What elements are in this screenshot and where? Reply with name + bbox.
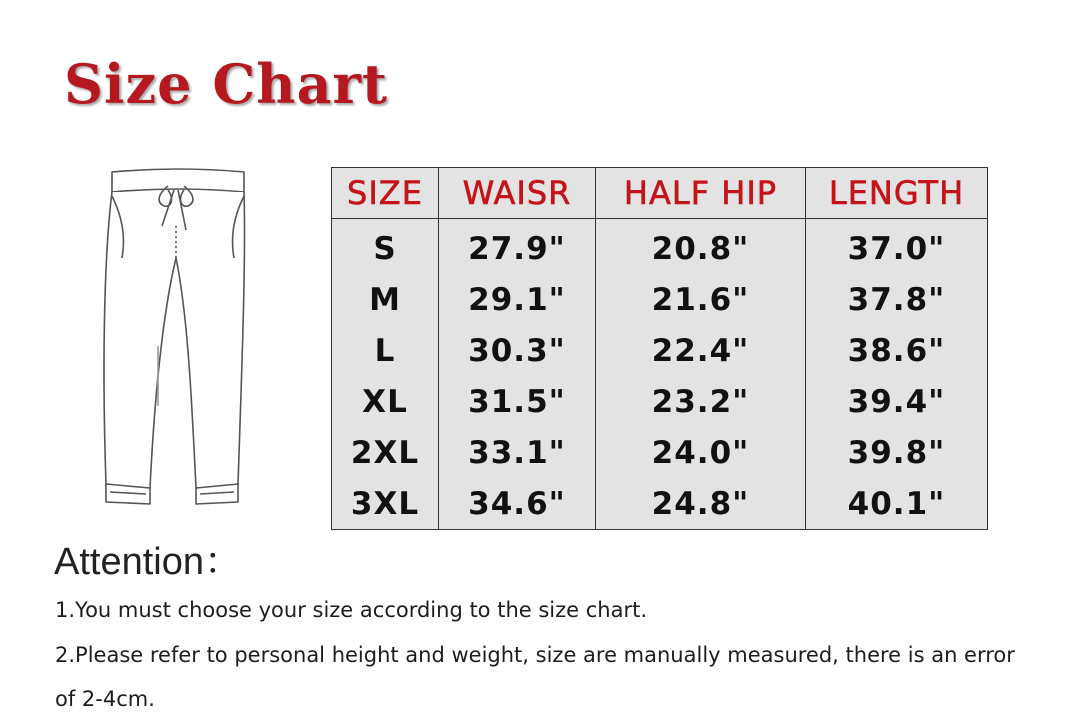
size-cell: 2XL [332, 427, 439, 478]
half-hip-cell: 21.6" [596, 274, 806, 325]
waist-cell: 30.3" [439, 325, 596, 376]
jogger-pants-icon [88, 166, 268, 516]
size-cell: 3XL [332, 478, 439, 530]
size-table [331, 167, 988, 530]
waist-cell: 31.5" [439, 376, 596, 427]
half-hip-cell: 24.0" [596, 427, 806, 478]
attention-note-2: 2.Please refer to personal height and weight, size are manually measured, there is an error [55, 643, 1015, 667]
length-cell: 37.8" [806, 274, 988, 325]
size-cell: M [332, 274, 439, 325]
table-header-row [332, 168, 988, 219]
column-header-length: LENGTH [806, 168, 988, 219]
page-title: Size Chart [64, 52, 388, 116]
attention-note-3: of 2-4cm. [55, 687, 155, 711]
table-row [332, 376, 988, 427]
length-cell: 39.8" [806, 427, 988, 478]
table-row [332, 478, 988, 530]
waist-cell: 34.6" [439, 478, 596, 530]
table-row [332, 325, 988, 376]
half-hip-cell: 20.8" [596, 219, 806, 275]
column-header-size: SIZE [332, 168, 439, 219]
waist-cell: 29.1" [439, 274, 596, 325]
length-cell: 40.1" [806, 478, 988, 530]
length-cell: 37.0" [806, 219, 988, 275]
table-row [332, 274, 988, 325]
length-cell: 39.4" [806, 376, 988, 427]
waist-cell: 27.9" [439, 219, 596, 275]
column-header-waist: WAISR [439, 168, 596, 219]
column-header-half-hip: HALF HIP [596, 168, 806, 219]
table-row [332, 427, 988, 478]
attention-heading: Attention： [54, 541, 242, 583]
size-cell: XL [332, 376, 439, 427]
length-cell: 38.6" [806, 325, 988, 376]
table-row [332, 219, 988, 275]
half-hip-cell: 22.4" [596, 325, 806, 376]
half-hip-cell: 24.8" [596, 478, 806, 530]
size-cell: S [332, 219, 439, 275]
size-cell: L [332, 325, 439, 376]
waist-cell: 33.1" [439, 427, 596, 478]
half-hip-cell: 23.2" [596, 376, 806, 427]
attention-note-1: 1.You must choose your size according to the size chart. [55, 598, 648, 622]
